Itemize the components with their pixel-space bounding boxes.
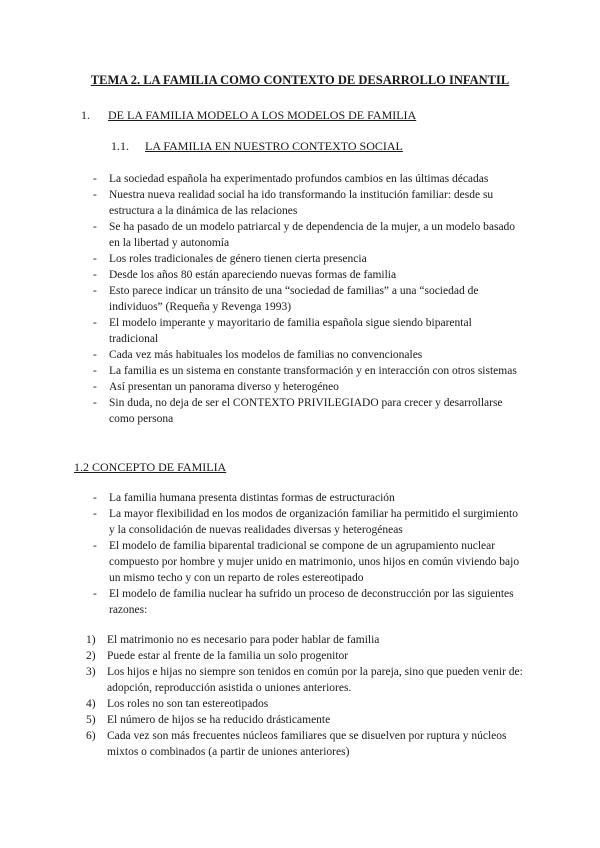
reasons-numbered-list (86, 632, 526, 760)
section-1-2-heading: 1.2 CONCEPTO DE FAMILIA (74, 460, 227, 474)
document-title: TEMA 2. LA FAMILIA COMO CONTEXTO DE DESARROLLO INFANTIL (90, 73, 510, 87)
section-1-1-bullet-list (93, 171, 523, 427)
section-1-2-bullet-list (93, 490, 523, 618)
section-1-heading (81, 108, 416, 123)
list-item: - Así presentan un panorama diverso y heterogéneo (93, 381, 339, 393)
section-1-1-number: 1.1. (111, 139, 129, 153)
list-item: - La mayor flexibilidad en los modos de organización familiar ha permitido el surgimiento y la consolidación de nuevas realidades diversas y heterogéneas (93, 508, 518, 536)
section-1-1-title: LA FAMILIA EN NUESTRO CONTEXTO SOCIAL (145, 139, 403, 153)
list-item: 2) Puede estar al frente de la familia un solo progenitor (86, 650, 349, 662)
list-item: - La familia humana presenta distintas formas de estructuración (93, 492, 395, 504)
list-item: - El modelo imperante y mayoritario de familia española sigue siendo biparental tradicional (93, 317, 472, 345)
list-item: - La sociedad española ha experimentado profundos cambios en las últimas décadas (93, 173, 489, 185)
list-item: 1) El matrimonio no es necesario para poder hablar de familia (86, 634, 380, 646)
list-item: - Sin duda, no deja de ser el CONTEXTO PRIVILEGIADO para crecer y desarrollarse como persona (93, 397, 503, 425)
section-1-title: DE LA FAMILIA MODELO A LOS MODELOS DE FAMILIA (108, 108, 417, 122)
list-item: 6) Cada vez son más frecuentes núcleos familiares que se disuelven por ruptura y núcleos mixtos o combinados (a partir de uniones anteriores) (86, 730, 507, 758)
list-item: 5) El número de hijos se ha reducido drásticamente (86, 714, 331, 726)
list-item: - Se ha pasado de un modelo patriarcal y de dependencia de la mujer, a un modelo basado en la libertad y autonomía (93, 221, 516, 249)
list-item: - Cada vez más habituales los modelos de familias no convencionales (93, 349, 423, 361)
list-item: - El modelo de familia nuclear ha sufrido un proceso de deconstrucción por las siguientes razones: (93, 588, 514, 616)
list-item: - El modelo de familia biparental tradicional se compone de un agrupamiento nuclear compuesto por hombre y mujer unido en matrimonio, unos hijos en común viviendo bajo un mismo techo y con un reparto de roles estereotipado (93, 540, 520, 584)
list-item: 4) Los roles no son tan estereotipados (86, 698, 269, 710)
section-1-1-heading (111, 139, 403, 154)
list-item: - Nuestra nueva realidad social ha ido transformando la institución familiar: desde su estructura a la dinámica de las relaciones (93, 189, 494, 217)
section-1-number: 1. (81, 108, 90, 122)
list-item: - La familia es un sistema en constante transformación y en interacción con otros sistemas (93, 365, 517, 377)
list-item: - Los roles tradicionales de género tienen cierta presencia (93, 253, 367, 265)
list-item: 3) Los hijos e hijas no siempre son tenidos en común por la pareja, sino que pueden venir de: adopción, reproducción asistida o uniones anteriores. (86, 666, 523, 694)
list-item: - Desde los años 80 están apareciendo nuevas formas de familia (93, 269, 397, 281)
list-item: - Esto parece indicar un tránsito de una “sociedad de familias” a una “sociedad de individuos” (Requeña y Revenga 1993) (93, 285, 479, 313)
